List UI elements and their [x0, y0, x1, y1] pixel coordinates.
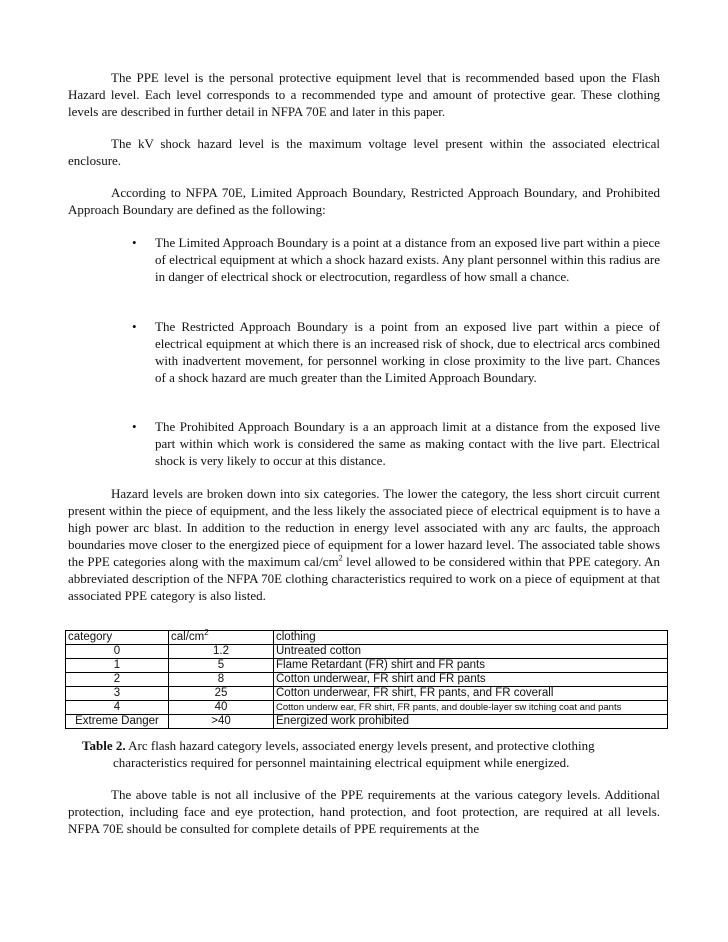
table-row	[66, 659, 668, 673]
paragraph-hazard-levels	[68, 485, 660, 604]
cell-category: 0	[66, 645, 169, 659]
cell-category: Extreme Danger	[66, 715, 169, 729]
caption-label: Table 2.	[82, 738, 126, 753]
cell-clothing: Flame Retardant (FR) shirt and FR pants	[274, 659, 668, 673]
table-row	[66, 645, 668, 659]
header-cal-sup: 2	[204, 628, 209, 638]
cell-cal: 8	[169, 673, 274, 687]
cell-category: 2	[66, 673, 169, 687]
table-row	[66, 701, 668, 715]
hazard-text-before: Hazard levels are broken down into six categories. The lower the category, the less short circuit current present within the piece of equipment, and the less likely the associated piece of electrical equipment is to have a high power arc blast. In addition to the reduction in energy level associated with any arc faults, the approach boundaries move closer to the energized piece of equipment for a lower hazard level. The associated table shows the PPE categories along with the maximum cal/cm	[68, 486, 660, 569]
caption-line1: Arc flash hazard category levels, associated energy levels present, and protective clothing	[125, 738, 595, 753]
cell-cal: 25	[169, 687, 274, 701]
paragraph-table-note: The above table is not all inclusive of the PPE requirements at the various category levels. Additional protection, including face and eye protection, hand protection, and foot protection, are required at all levels. NFPA 70E should be consulted for complete details of PPE requirements at the	[68, 787, 660, 836]
header-cal	[169, 628, 274, 645]
paragraph-kv-shock: The kV shock hazard level is the maximum voltage level present within the associated electrical enclosure.	[68, 136, 660, 168]
paragraph-approach-intro: According to NFPA 70E, Limited Approach Boundary, Restricted Approach Boundary, and Prohibited Approach Boundary are defined as the following:	[68, 185, 660, 217]
superscript-2: 2	[338, 553, 343, 563]
table-row	[66, 687, 668, 701]
cell-clothing: Cotton underwear, FR shirt, FR pants, and FR coverall	[274, 687, 668, 701]
cell-clothing: Cotton underw ear, FR shirt, FR pants, and double-layer sw itching coat and pants	[274, 701, 668, 715]
hazard-text-after: level allowed to be considered within that PPE category. An abbreviated description of the NFPA 70E clothing characteristics required to work on a piece of equipment at that associated PPE category is also listed.	[68, 554, 660, 603]
table-row	[66, 715, 668, 729]
caption-line2: characteristics required for personnel maintaining electrical equipment while energized.	[113, 755, 570, 770]
bullet-marker: •	[132, 319, 137, 334]
cell-cal: 40	[169, 701, 274, 715]
cell-clothing: Cotton underwear, FR shirt and FR pants	[274, 673, 668, 687]
header-clothing: clothing	[274, 631, 668, 645]
cell-clothing: Untreated cotton	[274, 645, 668, 659]
bullet-marker: •	[132, 419, 137, 434]
cell-category: 1	[66, 659, 169, 673]
table-header-row	[66, 631, 668, 645]
header-cal-text: cal/cm	[171, 631, 205, 643]
cell-cal: >40	[169, 715, 274, 729]
cell-category: 3	[66, 687, 169, 701]
ppe-category-table	[65, 630, 668, 729]
bullet-prohibited-approach: The Prohibited Approach Boundary is a an approach limit at a distance from the exposed live part within which work is considered the same as making contact with the live part. Electrical shock is very likely to occur at this distance.	[155, 419, 660, 468]
bullet-marker: •	[132, 235, 137, 250]
cell-clothing: Energized work prohibited	[274, 715, 668, 729]
cell-cal: 5	[169, 659, 274, 673]
table-row	[66, 673, 668, 687]
paragraph-ppe-level: The PPE level is the personal protective equipment level that is recommended based upon the Flash Hazard level. Each level corresponds to a recommended type and amount of protective gear. These clothing levels are described in further detail in NFPA 70E and later in this paper.	[68, 70, 660, 119]
header-category: category	[66, 631, 169, 645]
bullet-restricted-approach: The Restricted Approach Boundary is a point from an exposed live part within a piece of electrical equipment at which there is an increased risk of shock, due to electrical arcs combined with inadvertent movement, for personnel working in close proximity to the live part. Chances of a shock hazard are much greater than the Limited Approach Boundary.	[155, 319, 660, 385]
bullet-limited-approach: The Limited Approach Boundary is a point at a distance from an exposed live part within a piece of electrical equipment at which a shock hazard exists. Any plant personnel within this radius are in danger of electrical shock or electrocution, regardless of how small a chance.	[155, 235, 660, 284]
table-caption	[82, 737, 662, 754]
cell-category: 4	[66, 701, 169, 715]
cell-cal: 1.2	[169, 645, 274, 659]
